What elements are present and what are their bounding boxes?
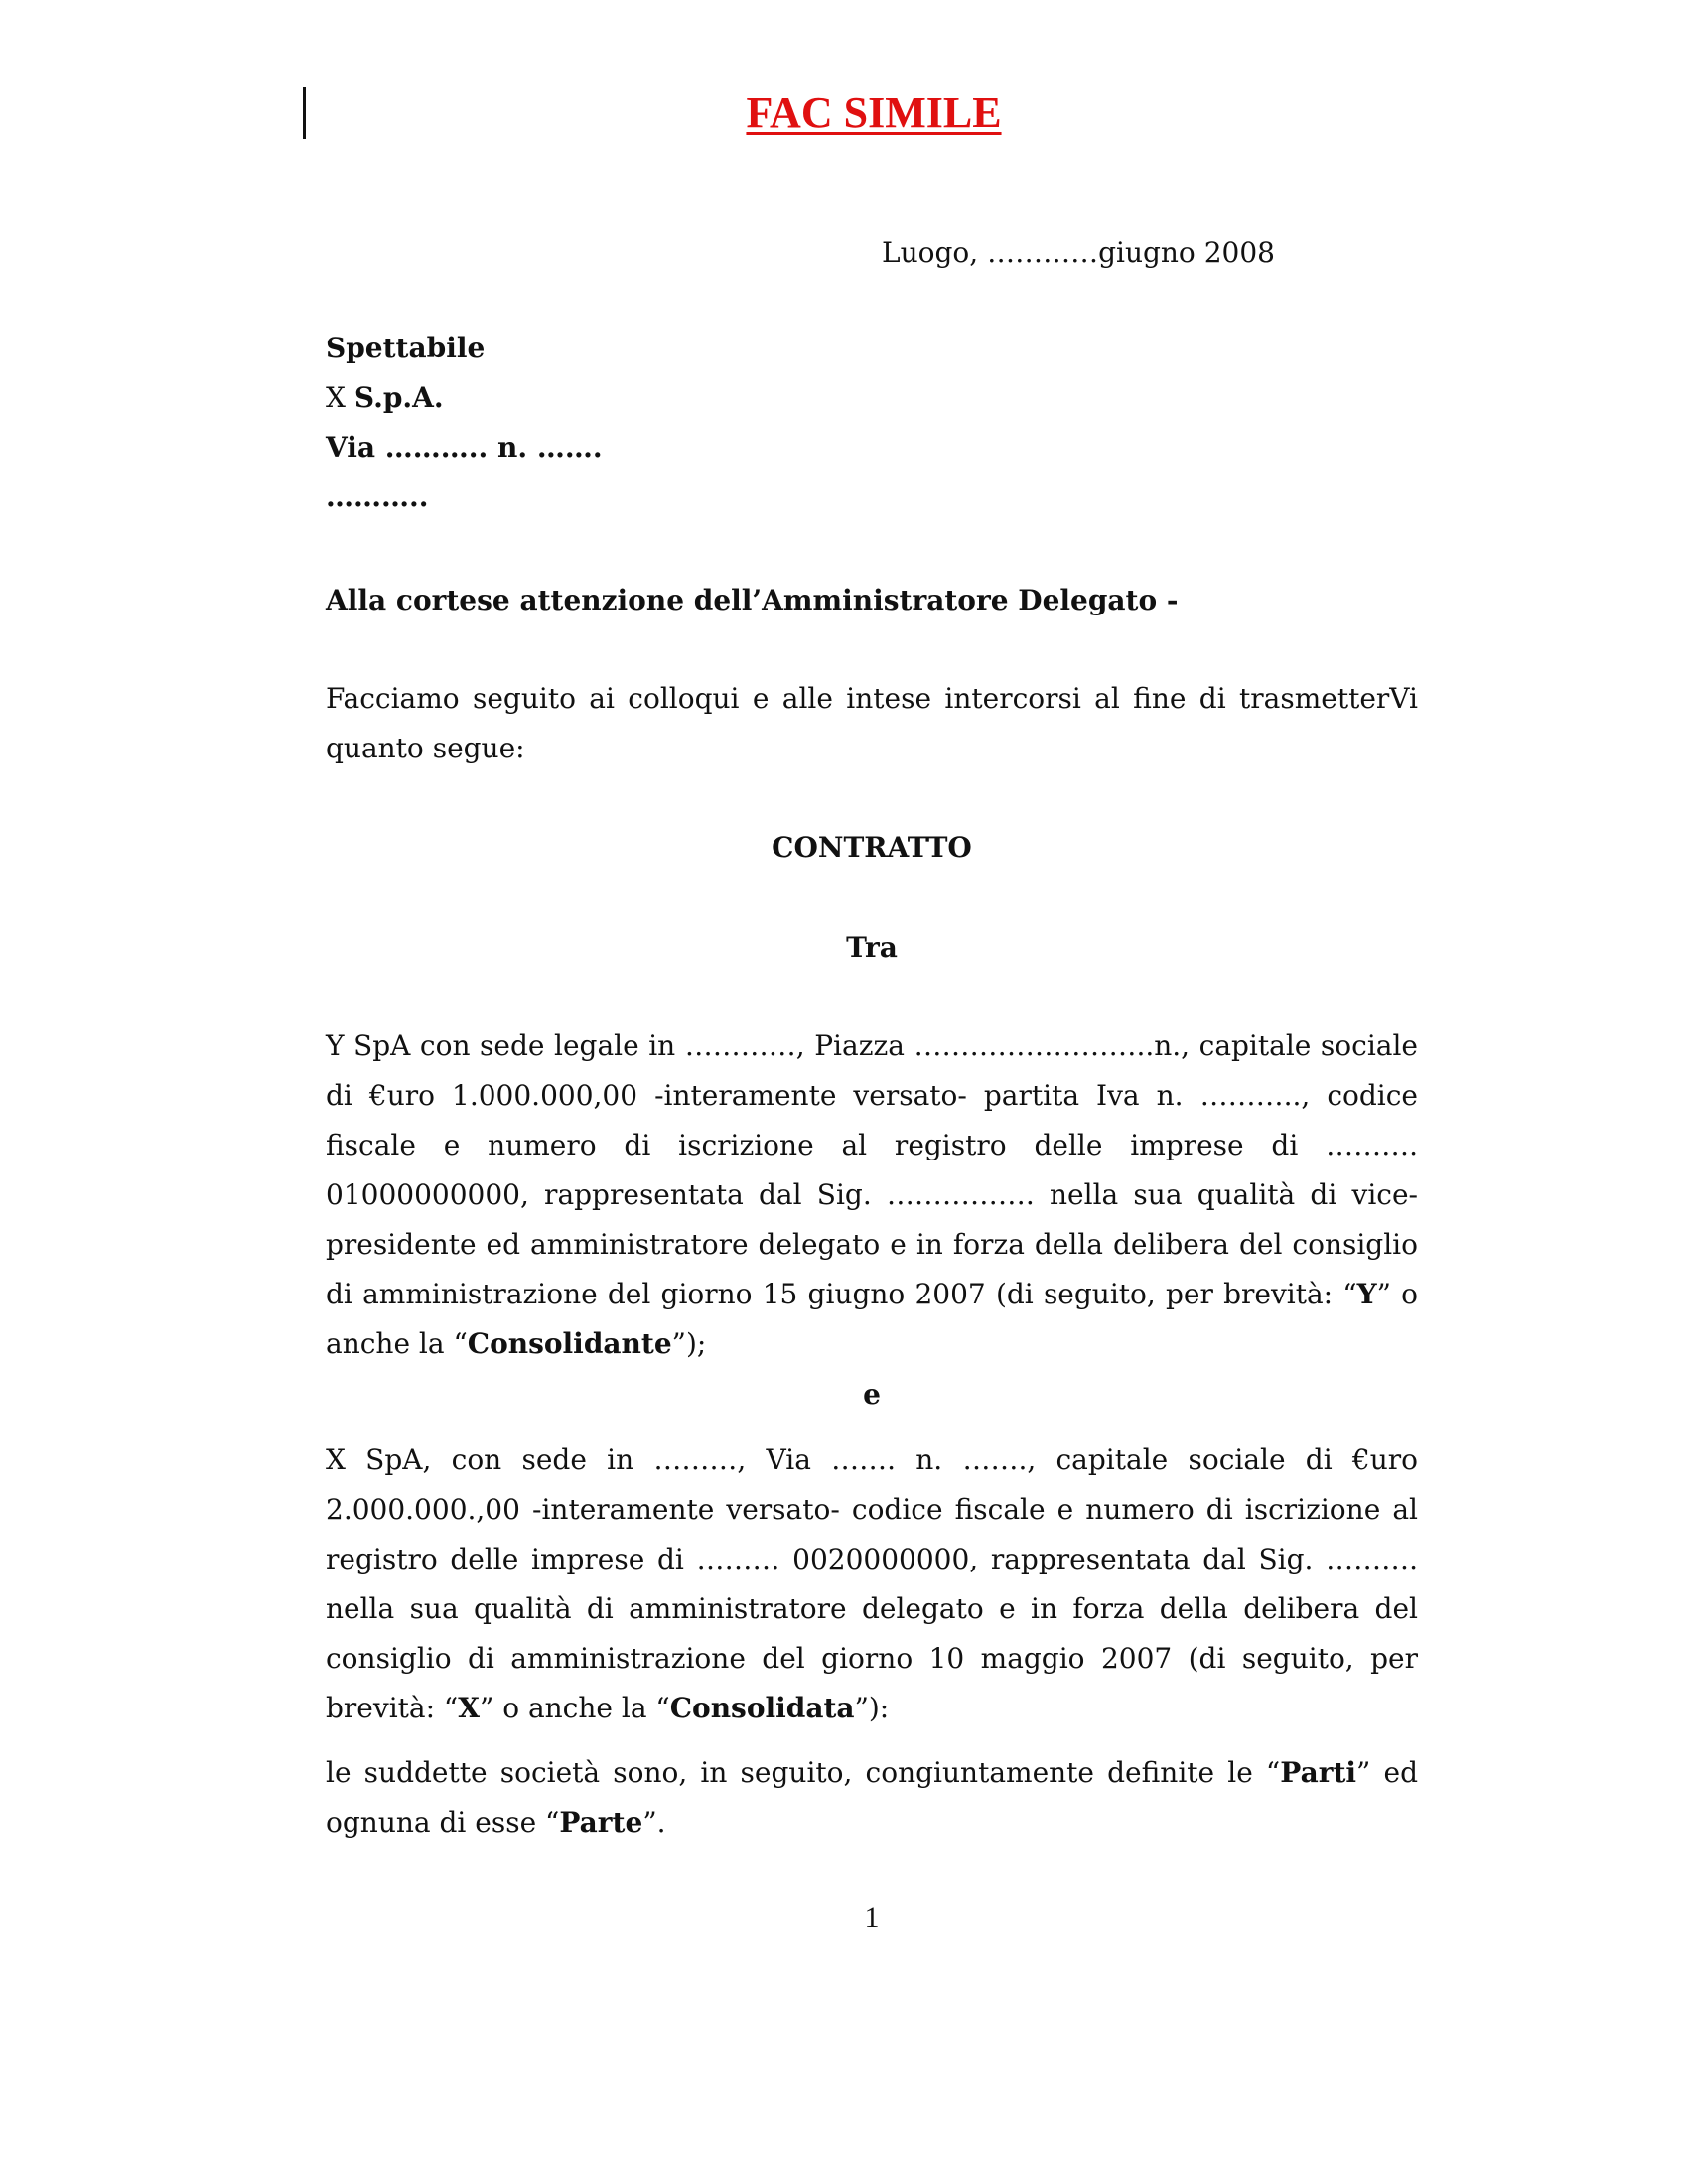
- contract-heading: CONTRATTO: [772, 831, 972, 864]
- company-line: [326, 373, 1418, 423]
- party-x-role: Consolidata: [669, 1692, 855, 1724]
- party-y-end: ”);: [671, 1327, 707, 1360]
- party-x-text: X SpA, con sede in ………, Via ……. n. ……., capitale sociale di €uro 2.000.000.,00 -interamente versato- codice fiscale e numero di iscrizione al registro delle imprese di ……… 0020000000, rappresentata dal Sig. ………. nella sua qualità di amministratore delegato e in forza della delibera del consiglio di amministrazione del giorno 10 maggio 2007 (di seguito, per brevità: “: [326, 1443, 1418, 1724]
- parties-singular: Parte: [559, 1806, 643, 1839]
- party-y-paragraph: [326, 1022, 1418, 1369]
- party-x-mid: ” o anche la “: [479, 1692, 670, 1724]
- party-x-short-name: X: [458, 1692, 480, 1724]
- party-y-text: Y SpA con sede legale in …………, Piazza ……………………..n., capitale sociale di €uro 1.000.000,00 -interamente versato- partita Iva n. ……….., codice fiscale e numero di iscrizione al registro delle imprese di ………. 01000000000, rappresentata dal Sig. ……………. nella sua qualità di vice-presidente ed amministratore delegato e in forza della delibera del consiglio di amministrazione del giorno 15 giugno 2007 (di seguito, per brevità: “: [326, 1029, 1418, 1310]
- parties-mid: ” ed ognuna di esse “: [326, 1756, 1419, 1839]
- party-y-mid: ” o anche la “: [326, 1278, 1418, 1360]
- between-label: Tra: [846, 931, 898, 964]
- fac-simile-title: FAC SIMILE: [746, 88, 1002, 137]
- company-name: S.p.A.: [353, 381, 444, 414]
- party-y-role: Consolidante: [467, 1327, 672, 1360]
- addressee-block: [326, 324, 1418, 522]
- party-x-end: ”):: [854, 1692, 890, 1724]
- attention-line: Alla cortese attenzione dell’Amministratore Delegato -: [326, 584, 1179, 616]
- parties-end: ”.: [642, 1806, 666, 1839]
- company-prefix: X: [326, 381, 354, 414]
- parties-plural: Parti: [1280, 1756, 1357, 1789]
- page-number: 1: [864, 1901, 880, 1934]
- parties-paragraph: [326, 1748, 1418, 1847]
- party-x-paragraph: [326, 1435, 1418, 1733]
- salutation: Spettabile: [326, 332, 486, 364]
- date-line: Luogo, …………giugno 2008: [882, 236, 1275, 269]
- intro-paragraph: Facciamo seguito ai colloqui e alle intese intercorsi al fine di trasmetterVi quanto segue:: [326, 682, 1418, 764]
- parties-text: le suddette società sono, in seguito, congiuntamente definite le “: [326, 1756, 1281, 1789]
- party-y-short-name: Y: [1356, 1278, 1377, 1310]
- city-line: ………..: [326, 480, 429, 513]
- and-label: e: [863, 1378, 881, 1411]
- street-line: Via ……….. n. …….: [326, 431, 603, 464]
